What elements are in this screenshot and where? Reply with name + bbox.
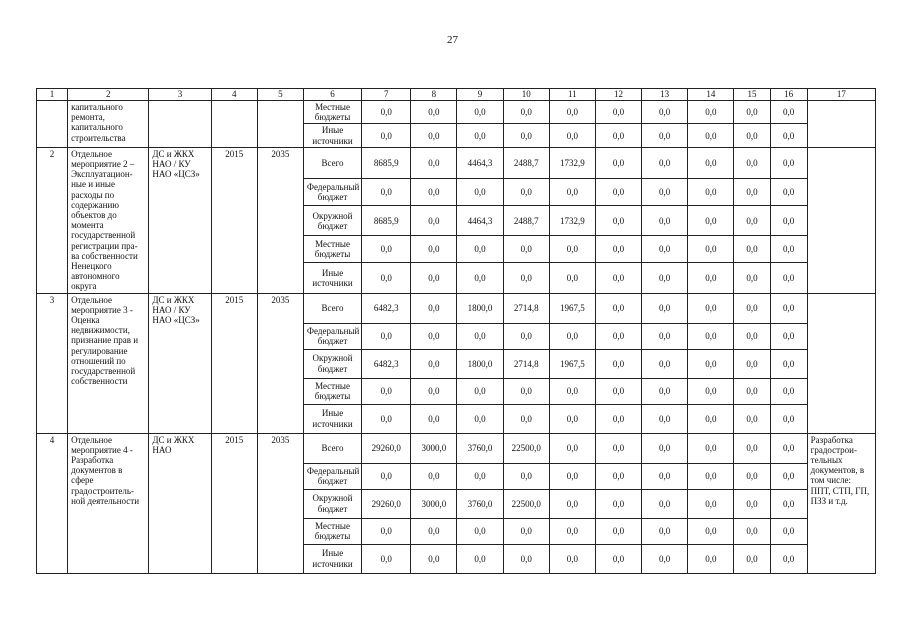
amount-cell: 0,0 — [770, 463, 807, 489]
executor: ДС и ЖКХ НАО / КУ НАО «ЦСЗ» — [149, 147, 211, 293]
amount-cell: 0,0 — [770, 544, 807, 573]
start-year: 2015 — [211, 433, 257, 573]
amount-cell: 0,0 — [642, 544, 688, 573]
funding-source: Федеральный бюджет — [303, 179, 361, 206]
amount-cell: 0,0 — [503, 124, 549, 147]
amount-cell: 0,0 — [411, 293, 457, 323]
amount-cell: 0,0 — [411, 323, 457, 349]
column-header: 13 — [642, 89, 688, 101]
amount-cell: 3760,0 — [457, 489, 503, 518]
amount-cell: 2488,7 — [503, 206, 549, 236]
start-year: 2015 — [211, 147, 257, 293]
amount-cell: 0,0 — [411, 206, 457, 236]
amount-cell: 0,0 — [734, 124, 770, 147]
amount-cell: 0,0 — [503, 323, 549, 349]
amount-cell: 0,0 — [770, 518, 807, 544]
amount-cell: 0,0 — [642, 323, 688, 349]
amount-cell: 0,0 — [770, 236, 807, 263]
amount-cell: 0,0 — [595, 323, 641, 349]
amount-cell: 0,0 — [642, 378, 688, 404]
amount-cell: 0,0 — [595, 518, 641, 544]
amount-cell: 0,0 — [688, 323, 734, 349]
amount-cell: 0,0 — [411, 263, 457, 293]
amount-cell: 0,0 — [688, 404, 734, 433]
amount-cell: 0,0 — [595, 433, 641, 463]
measure-name: капитального ремонта, капитального строительства — [68, 101, 149, 148]
amount-cell: 1800,0 — [457, 293, 503, 323]
amount-cell: 0,0 — [549, 404, 595, 433]
amount-cell: 0,0 — [688, 433, 734, 463]
amount-cell: 0,0 — [770, 489, 807, 518]
table-row — [37, 433, 876, 463]
amount-cell: 0,0 — [688, 101, 734, 124]
amount-cell: 0,0 — [770, 349, 807, 378]
amount-cell: 0,0 — [362, 518, 411, 544]
amount-cell: 0,0 — [688, 544, 734, 573]
amount-cell: 1732,9 — [549, 206, 595, 236]
amount-cell: 0,0 — [549, 378, 595, 404]
funding-source: Иные источники — [303, 544, 361, 573]
end-year: 2035 — [257, 433, 303, 573]
amount-cell: 0,0 — [595, 293, 641, 323]
header-row — [37, 89, 876, 101]
amount-cell: 0,0 — [595, 124, 641, 147]
funding-source: Федеральный бюджет — [303, 463, 361, 489]
amount-cell: 0,0 — [549, 463, 595, 489]
amount-cell: 0,0 — [688, 518, 734, 544]
measure-name: Отдельное мероприятие 3 - Оценка недвижимости, признание прав и регулирование отношений по государственной собственности — [68, 293, 149, 433]
amount-cell: 4464,3 — [457, 206, 503, 236]
amount-cell: 0,0 — [549, 236, 595, 263]
amount-cell: 0,0 — [503, 263, 549, 293]
table-row — [37, 147, 876, 178]
column-header: 16 — [770, 89, 807, 101]
table-row — [37, 293, 876, 323]
amount-cell: 6482,3 — [362, 293, 411, 323]
amount-cell: 0,0 — [642, 236, 688, 263]
funding-source: Окружной бюджет — [303, 206, 361, 236]
amount-cell: 0,0 — [688, 147, 734, 178]
note — [807, 147, 875, 293]
executor: ДС и ЖКХ НАО / КУ НАО «ЦСЗ» — [149, 293, 211, 433]
amount-cell: 0,0 — [411, 518, 457, 544]
amount-cell: 0,0 — [411, 544, 457, 573]
row-number: 4 — [37, 433, 68, 573]
amount-cell: 0,0 — [770, 206, 807, 236]
executor — [149, 101, 211, 148]
amount-cell: 3760,0 — [457, 433, 503, 463]
amount-cell: 0,0 — [642, 489, 688, 518]
amount-cell: 0,0 — [688, 179, 734, 206]
amount-cell: 0,0 — [770, 293, 807, 323]
amount-cell: 0,0 — [411, 124, 457, 147]
funding-source: Всего — [303, 147, 361, 178]
column-header: 7 — [362, 89, 411, 101]
amount-cell: 0,0 — [734, 206, 770, 236]
amount-cell: 0,0 — [688, 206, 734, 236]
amount-cell: 1800,0 — [457, 349, 503, 378]
funding-source: Иные источники — [303, 124, 361, 147]
amount-cell: 0,0 — [411, 236, 457, 263]
amount-cell: 0,0 — [734, 101, 770, 124]
amount-cell: 0,0 — [595, 236, 641, 263]
amount-cell: 1967,5 — [549, 293, 595, 323]
amount-cell: 22500,0 — [503, 433, 549, 463]
amount-cell: 0,0 — [595, 206, 641, 236]
column-header: 2 — [68, 89, 149, 101]
amount-cell: 1732,9 — [549, 147, 595, 178]
funding-source: Иные источники — [303, 404, 361, 433]
column-header: 3 — [149, 89, 211, 101]
amount-cell: 0,0 — [549, 124, 595, 147]
funding-source: Окружной бюджет — [303, 489, 361, 518]
column-header: 10 — [503, 89, 549, 101]
amount-cell: 0,0 — [770, 179, 807, 206]
amount-cell: 0,0 — [770, 101, 807, 124]
amount-cell: 3000,0 — [411, 489, 457, 518]
funding-source: Всего — [303, 293, 361, 323]
amount-cell: 0,0 — [595, 147, 641, 178]
column-header: 12 — [595, 89, 641, 101]
amount-cell: 0,0 — [770, 263, 807, 293]
amount-cell: 3000,0 — [411, 433, 457, 463]
amount-cell: 0,0 — [595, 463, 641, 489]
amount-cell: 0,0 — [688, 293, 734, 323]
amount-cell: 0,0 — [734, 544, 770, 573]
column-header: 5 — [257, 89, 303, 101]
amount-cell: 0,0 — [457, 544, 503, 573]
amount-cell: 0,0 — [411, 179, 457, 206]
amount-cell: 0,0 — [503, 179, 549, 206]
amount-cell: 0,0 — [688, 489, 734, 518]
amount-cell: 0,0 — [688, 349, 734, 378]
amount-cell: 0,0 — [457, 236, 503, 263]
funding-source: Окружной бюджет — [303, 349, 361, 378]
amount-cell: 0,0 — [503, 101, 549, 124]
amount-cell: 0,0 — [362, 404, 411, 433]
funding-source: Местные бюджеты — [303, 378, 361, 404]
amount-cell: 0,0 — [457, 101, 503, 124]
amount-cell: 0,0 — [642, 433, 688, 463]
amount-cell: 4464,3 — [457, 147, 503, 178]
amount-cell: 0,0 — [734, 463, 770, 489]
amount-cell: 0,0 — [457, 323, 503, 349]
funding-source: Местные бюджеты — [303, 101, 361, 124]
amount-cell: 0,0 — [549, 323, 595, 349]
amount-cell: 0,0 — [734, 147, 770, 178]
column-header: 1 — [37, 89, 68, 101]
amount-cell: 0,0 — [642, 518, 688, 544]
amount-cell: 29260,0 — [362, 433, 411, 463]
note — [807, 101, 875, 148]
column-header: 4 — [211, 89, 257, 101]
note — [807, 293, 875, 433]
amount-cell: 0,0 — [734, 263, 770, 293]
amount-cell: 0,0 — [503, 518, 549, 544]
amount-cell: 0,0 — [595, 179, 641, 206]
amount-cell: 0,0 — [734, 179, 770, 206]
amount-cell: 0,0 — [595, 349, 641, 378]
amount-cell: 0,0 — [595, 378, 641, 404]
amount-cell: 0,0 — [770, 378, 807, 404]
amount-cell: 0,0 — [457, 263, 503, 293]
budget-table — [36, 88, 876, 574]
column-header: 14 — [688, 89, 734, 101]
amount-cell: 0,0 — [411, 378, 457, 404]
amount-cell: 2488,7 — [503, 147, 549, 178]
amount-cell: 0,0 — [362, 378, 411, 404]
amount-cell: 0,0 — [503, 404, 549, 433]
amount-cell: 0,0 — [457, 404, 503, 433]
amount-cell: 0,0 — [595, 544, 641, 573]
amount-cell: 0,0 — [411, 404, 457, 433]
table-row — [37, 101, 876, 124]
amount-cell: 0,0 — [457, 378, 503, 404]
funding-source: Всего — [303, 433, 361, 463]
amount-cell: 0,0 — [549, 179, 595, 206]
amount-cell: 0,0 — [362, 463, 411, 489]
amount-cell: 29260,0 — [362, 489, 411, 518]
amount-cell: 0,0 — [595, 101, 641, 124]
funding-source: Местные бюджеты — [303, 236, 361, 263]
end-year: 2035 — [257, 293, 303, 433]
funding-source: Иные источники — [303, 263, 361, 293]
amount-cell: 0,0 — [770, 433, 807, 463]
amount-cell: 1967,5 — [549, 349, 595, 378]
amount-cell: 0,0 — [688, 236, 734, 263]
amount-cell: 0,0 — [642, 404, 688, 433]
executor: ДС и ЖКХ НАО — [149, 433, 211, 573]
amount-cell: 0,0 — [688, 124, 734, 147]
amount-cell: 0,0 — [503, 544, 549, 573]
amount-cell: 0,0 — [362, 544, 411, 573]
measure-name: Отдельное мероприятие 2 – Эксплуатацион- ные и иные расходы по содержанию объектов до момента государственной регистрации пра- ва собственности Ненецкого автономного округа — [68, 147, 149, 293]
amount-cell: 0,0 — [503, 463, 549, 489]
amount-cell: 0,0 — [770, 323, 807, 349]
amount-cell: 0,0 — [770, 147, 807, 178]
amount-cell: 0,0 — [362, 101, 411, 124]
amount-cell: 0,0 — [362, 323, 411, 349]
amount-cell: 0,0 — [549, 518, 595, 544]
amount-cell: 0,0 — [734, 433, 770, 463]
amount-cell: 0,0 — [642, 206, 688, 236]
amount-cell: 0,0 — [457, 179, 503, 206]
column-header: 17 — [807, 89, 875, 101]
amount-cell: 0,0 — [642, 463, 688, 489]
amount-cell: 0,0 — [549, 544, 595, 573]
page-number: 27 — [447, 34, 458, 46]
amount-cell: 0,0 — [734, 378, 770, 404]
amount-cell: 0,0 — [642, 349, 688, 378]
end-year: 2035 — [257, 147, 303, 293]
amount-cell: 0,0 — [503, 236, 549, 263]
amount-cell: 0,0 — [503, 378, 549, 404]
amount-cell: 0,0 — [457, 124, 503, 147]
amount-cell: 0,0 — [549, 263, 595, 293]
row-number — [37, 101, 68, 148]
amount-cell: 0,0 — [770, 404, 807, 433]
amount-cell: 8685,9 — [362, 206, 411, 236]
amount-cell: 8685,9 — [362, 147, 411, 178]
amount-cell: 0,0 — [411, 349, 457, 378]
amount-cell: 0,0 — [734, 236, 770, 263]
amount-cell: 0,0 — [595, 489, 641, 518]
amount-cell: 2714,8 — [503, 293, 549, 323]
row-number: 3 — [37, 293, 68, 433]
amount-cell: 0,0 — [362, 263, 411, 293]
amount-cell: 0,0 — [770, 124, 807, 147]
column-header: 11 — [549, 89, 595, 101]
amount-cell: 0,0 — [549, 489, 595, 518]
amount-cell: 0,0 — [642, 124, 688, 147]
funding-source: Местные бюджеты — [303, 518, 361, 544]
amount-cell: 0,0 — [362, 236, 411, 263]
amount-cell: 0,0 — [457, 518, 503, 544]
amount-cell: 6482,3 — [362, 349, 411, 378]
amount-cell: 0,0 — [411, 147, 457, 178]
amount-cell: 0,0 — [734, 489, 770, 518]
amount-cell: 0,0 — [642, 179, 688, 206]
amount-cell: 0,0 — [642, 293, 688, 323]
amount-cell: 0,0 — [734, 323, 770, 349]
amount-cell: 0,0 — [595, 263, 641, 293]
end-year — [257, 101, 303, 148]
measure-name: Отдельное мероприятие 4 - Разработка документов в сфере градостроитель- ной деятельности — [68, 433, 149, 573]
column-header: 9 — [457, 89, 503, 101]
amount-cell: 0,0 — [411, 463, 457, 489]
amount-cell: 0,0 — [595, 404, 641, 433]
amount-cell: 0,0 — [642, 263, 688, 293]
amount-cell: 0,0 — [688, 378, 734, 404]
funding-source: Федеральный бюджет — [303, 323, 361, 349]
amount-cell: 0,0 — [362, 124, 411, 147]
amount-cell: 0,0 — [688, 463, 734, 489]
amount-cell: 0,0 — [734, 518, 770, 544]
amount-cell: 0,0 — [734, 293, 770, 323]
amount-cell: 0,0 — [457, 463, 503, 489]
amount-cell: 0,0 — [411, 101, 457, 124]
amount-cell: 0,0 — [549, 433, 595, 463]
start-year: 2015 — [211, 293, 257, 433]
amount-cell: 0,0 — [734, 349, 770, 378]
column-header: 8 — [411, 89, 457, 101]
amount-cell: 22500,0 — [503, 489, 549, 518]
amount-cell: 0,0 — [734, 404, 770, 433]
amount-cell: 0,0 — [688, 263, 734, 293]
amount-cell: 0,0 — [642, 147, 688, 178]
amount-cell: 0,0 — [549, 101, 595, 124]
row-number: 2 — [37, 147, 68, 293]
start-year — [211, 101, 257, 148]
amount-cell: 0,0 — [642, 101, 688, 124]
note: Разработка градострои- тельных документов, в том числе: ППТ, СТП, ГП, ПЗЗ и т.д. — [807, 433, 875, 573]
amount-cell: 0,0 — [362, 179, 411, 206]
column-header: 15 — [734, 89, 770, 101]
column-header: 6 — [303, 89, 361, 101]
amount-cell: 2714,8 — [503, 349, 549, 378]
